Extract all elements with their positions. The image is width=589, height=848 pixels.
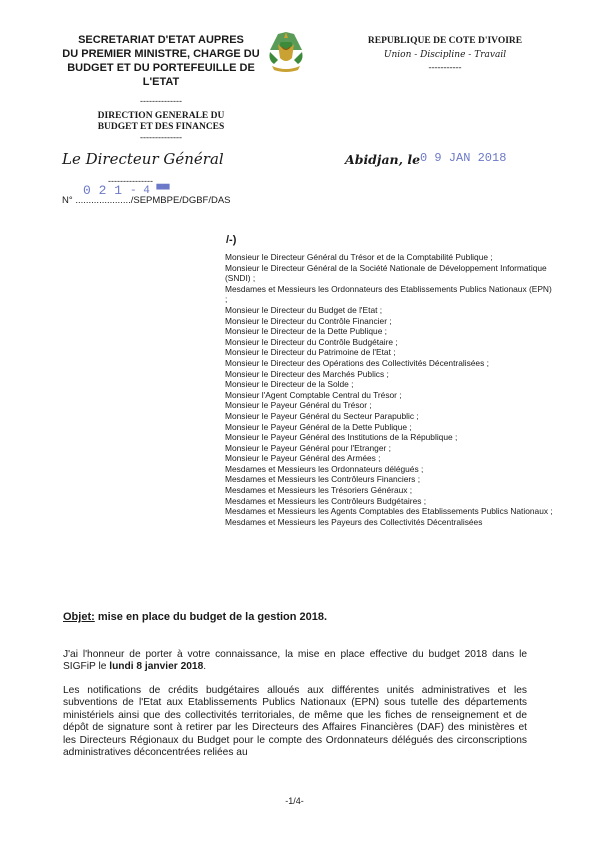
direction-line: DIRECTION GENERALE DU (97, 111, 225, 121)
recipient-item: Monsieur le Payeur Général de la Dette Publique ; (225, 421, 412, 432)
direction-line: BUDGET ET DES FINANCES (97, 122, 225, 132)
subject-label: Objet: (63, 611, 95, 623)
recipient-item: Monsieur le Directeur des Opérations des Collectivités Décentralisées ; (225, 357, 489, 368)
recipient-item: Mesdames et Messieurs les Contrôleurs Budgétaires ; (225, 495, 427, 506)
recipients-list (225, 252, 555, 527)
recipient-item: Mesdames et Messieurs les Ordonnateurs délégués ; (225, 463, 424, 474)
recipient-item: Monsieur le Directeur Général du Trésor et de la Comptabilité Publique ; (225, 252, 493, 262)
ministry-line: DU PREMIER MINISTRE, CHARGE DU (62, 48, 260, 60)
recipient-item: Monsieur le Payeur Général du Trésor ; (225, 400, 372, 411)
body-paragraph-1 (63, 649, 527, 674)
national-motto: Union - Discipline - Travail (383, 50, 507, 60)
recipient-item: Monsieur le Directeur de la Solde ; (225, 379, 354, 390)
recipient-item: Mesdames et Messieurs les Contrôleurs Financiers ; (225, 474, 421, 485)
reference-stamp-number: 0 2 1 (83, 183, 123, 198)
subject-line (63, 611, 327, 623)
date-stamp: 0 9 JAN 2018 (420, 151, 507, 165)
recipient-item: Monsieur le Directeur Général de la Société Nationale de Développement Informatique (SNDI) ; (225, 262, 547, 284)
reference-prefix: N° (62, 195, 73, 206)
reference-dots: ..................... (75, 195, 131, 206)
separator: --------------- (108, 176, 153, 186)
recipient-item: Monsieur le Payeur Général du Secteur Parapublic ; (225, 410, 419, 421)
ministry-line: BUDGET ET DU PORTEFEUILLE DE (67, 62, 255, 74)
reference-suffix: /SEPMBPE/DGBF/DAS (130, 195, 231, 206)
direction-header (52, 111, 270, 142)
paragraph-text: J'ai l'honneur de porter à votre connaissance, la mise en place effective du budget 2018 dans le SIGFiP le (63, 649, 527, 673)
country-header (355, 36, 535, 72)
recipient-item: Mesdames et Messieurs les Trésoriers Généraux ; (225, 485, 413, 496)
recipient-item: Monsieur le Directeur du Contrôle Financier ; (225, 315, 392, 326)
recipient-item: Monsieur le Directeur du Patrimoine de l'Etat ; (225, 347, 396, 358)
page-number: -1/4- (285, 796, 304, 806)
recipient-item: Mesdames et Messieurs les Ordonnateurs des Etablissements Publics Nationaux (EPN) ; (225, 283, 552, 305)
recipient-item: Monsieur le Directeur du Contrôle Budgétaire ; (225, 336, 398, 347)
place-label: Abidjan, le (345, 152, 421, 167)
ministry-header (38, 33, 284, 106)
signatory-title: Le Directeur Général (62, 150, 224, 168)
recipient-item: Monsieur le Payeur Général des Armées ; (225, 453, 381, 464)
country-name: REPUBLIQUE DE COTE D'IVOIRE (367, 36, 523, 46)
separator: ----------- (428, 62, 462, 72)
recipient-item: Mesdames et Messieurs les Agents Comptables des Etablissements Publics Nationaux ; (225, 506, 553, 517)
separator: -------------- (140, 96, 182, 106)
subject-text: mise en place du budget de la gestion 2018. (94, 611, 328, 623)
reference-stamp-extra: - 4 ▀▀ (130, 185, 170, 197)
recipient-item: Monsieur le Payeur Général pour l'Etranger ; (225, 442, 391, 453)
recipient-item: Monsieur le Directeur du Budget de l'Etat ; (225, 304, 383, 315)
recipient-item: Monsieur l'Agent Comptable Central du Trésor ; (225, 389, 402, 400)
paragraph-end: . (203, 661, 207, 673)
recipient-item: Monsieur le Payeur Général des Institutions de la République ; (225, 432, 458, 443)
recipient-item: Monsieur le Directeur de la Dette Publique ; (225, 326, 387, 337)
recipient-item: Monsieur le Directeur des Marchés Publics ; (225, 368, 389, 379)
paragraph-bold-date: lundi 8 janvier 2018 (109, 661, 204, 673)
addressee-marker: /-) (226, 234, 237, 246)
recipient-item: Mesdames et Messieurs les Payeurs des Collectivités Décentralisées (225, 516, 483, 527)
ministry-line: L'ETAT (142, 76, 180, 88)
separator: -------------- (140, 132, 182, 142)
coat-of-arms-emblem (264, 30, 308, 74)
body-paragraph-2: Les notifications de crédits budgétaires alloués aux différentes unités administratives et les subventions de l'Etat aux Etablissements Publics Nationaux (EPN) sous tutelle des départements ministériels ainsi que des collectivités territoriales, de même que les fiches de renseignement et de dépôt de signature sont à retirer par les Directeurs des Affaires Financières (DAF) des ministères et les Directeurs Régionaux du Budget pour le compte des Ordonnateurs délégués des circonscriptions administratives déconcentrées reliées au (63, 685, 527, 759)
ministry-line: SECRETARIAT D'ETAT AUPRES (78, 34, 244, 46)
